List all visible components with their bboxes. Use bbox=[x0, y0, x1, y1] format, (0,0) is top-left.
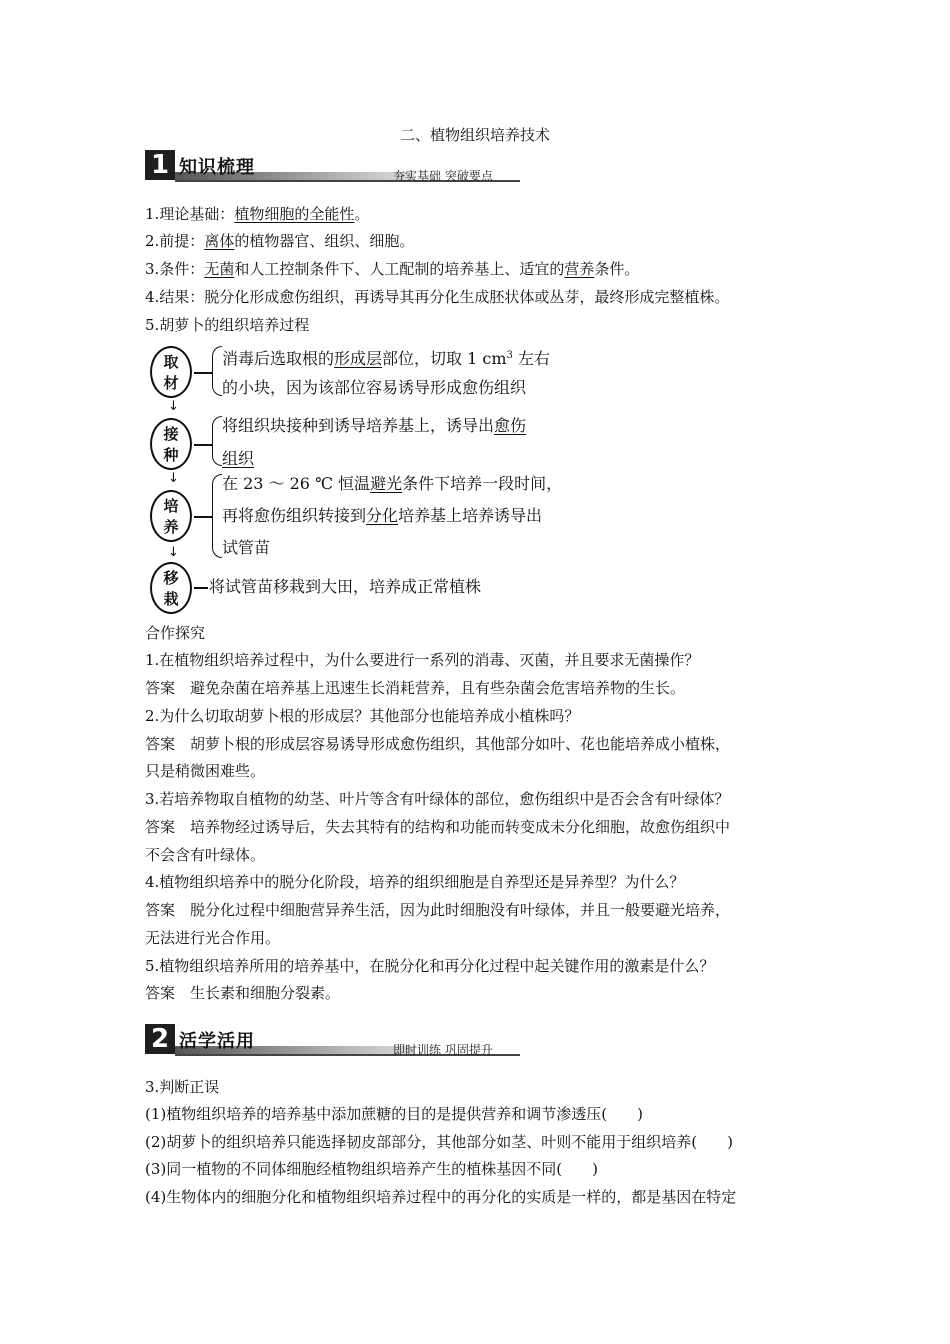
step4-line1: 将试管苗移栽到大田，培养成正常植株 bbox=[209, 577, 482, 596]
down-arrow-icon: ↓ bbox=[168, 545, 179, 560]
underlined-term: 无菌 bbox=[204, 260, 235, 278]
practice-heading: 3.判断正误 bbox=[145, 1078, 220, 1096]
answer-4-line1: 答案 脱分化过程中细胞营异养生活，因为此时细胞没有叶绿体，并且一般要避光培养， bbox=[145, 901, 731, 919]
connector bbox=[194, 372, 212, 374]
answer-4-line2: 无法进行光合作用。 bbox=[145, 929, 281, 947]
carrot-culture-flow-diagram bbox=[145, 340, 625, 620]
explore-heading: 合作探究 bbox=[145, 624, 206, 642]
underlined-term: 营养 bbox=[564, 260, 595, 278]
section-banner-knowledge bbox=[145, 150, 520, 186]
step2-line2: 组织 bbox=[222, 449, 255, 468]
point-1: 1.理论基础：植物细胞的全能性。 bbox=[145, 205, 370, 223]
practice-item-2: (2)胡萝卜的组织培养只能选择韧皮部部分，其他部分如茎、叶则不能用于组织培养( ) bbox=[145, 1133, 733, 1151]
section-subtitle: 即时训练 巩固提升 bbox=[393, 1043, 493, 1057]
connector bbox=[194, 444, 212, 446]
question-2: 2.为什么切取胡萝卜根的形成层？其他部分也能培养成小植株吗？ bbox=[145, 707, 580, 725]
down-arrow-icon: ↓ bbox=[168, 399, 179, 414]
section-banner-practice bbox=[145, 1024, 520, 1060]
step3-line3: 试管苗 bbox=[222, 538, 271, 557]
answer-3-line1: 答案 培养物经过诱导后，失去其特有的结构和功能而转变成未分化细胞，故愈伤组织中 bbox=[145, 818, 731, 836]
answer-2-line2: 只是稍微困难些。 bbox=[145, 762, 266, 780]
point-5: 5.胡萝卜的组织培养过程 bbox=[145, 316, 310, 334]
down-arrow-icon: ↓ bbox=[168, 471, 179, 486]
practice-item-3: (3)同一植物的不同体细胞经植物组织培养产生的植株基因不同( ) bbox=[145, 1160, 598, 1178]
answer-5: 答案 生长素和细胞分裂素。 bbox=[145, 984, 341, 1002]
question-3: 3.若培养物取自植物的幼茎、叶片等含有叶绿体的部位，愈伤组织中是否会含有叶绿体？ bbox=[145, 790, 730, 808]
question-4: 4.植物组织培养中的脱分化阶段，培养的组织细胞是自养型还是异养型？为什么？ bbox=[145, 873, 685, 891]
point-2: 2.前提：离体的植物器官、组织、细胞。 bbox=[145, 232, 415, 250]
section-number: 1 bbox=[145, 150, 175, 180]
section-title: 知识梳理 bbox=[179, 157, 255, 178]
step-circle-peiyang: 培 养 bbox=[150, 490, 192, 542]
section-subtitle: 夯实基础 突破要点 bbox=[393, 169, 493, 183]
brace bbox=[212, 416, 222, 466]
practice-item-1: (1)植物组织培养的培养基中添加蔗糖的目的是提供营养和调节渗透压( ) bbox=[145, 1105, 643, 1123]
point-3: 3.条件：无菌和人工控制条件下、人工配制的培养基上、适宜的营养条件。 bbox=[145, 260, 640, 278]
section-title: 活学活用 bbox=[179, 1031, 255, 1052]
question-1: 1.在植物组织培养过程中，为什么要进行一系列的消毒、灭菌，并且要求无菌操作？ bbox=[145, 651, 700, 669]
brace bbox=[212, 474, 222, 558]
step3-line1: 在 23 ～ 26 ℃ 恒温避光条件下培养一段时间， bbox=[222, 474, 563, 493]
connector bbox=[194, 587, 208, 589]
step1-line2: 的小块，因为该部位容易诱导形成愈伤组织 bbox=[222, 378, 527, 397]
step2-line1: 将组织块接种到诱导培养基上，诱导出愈伤 bbox=[222, 416, 527, 435]
answer-3-line2: 不会含有叶绿体。 bbox=[145, 846, 266, 864]
brace bbox=[212, 346, 222, 396]
page-title: 二、植物组织培养技术 bbox=[399, 126, 550, 144]
question-5: 5.植物组织培养所用的培养基中，在脱分化和再分化过程中起关键作用的激素是什么？ bbox=[145, 957, 715, 975]
connector bbox=[194, 516, 212, 518]
step3-line2: 再将愈伤组织转接到分化培养基上培养诱导出 bbox=[222, 506, 543, 525]
step1-line1: 消毒后选取根的形成层部位，切取 1 $cm^3$ 左右 bbox=[222, 349, 550, 368]
answer-1: 答案 避免杂菌在培养基上迅速生长消耗营养，且有些杂菌会危害培养物的生长。 bbox=[145, 679, 686, 697]
section-number: 2 bbox=[145, 1024, 175, 1054]
step-circle-qucai: 取 材 bbox=[150, 346, 192, 398]
step-circle-yizai: 移 栽 bbox=[150, 562, 192, 614]
underlined-term: 植物细胞的全能性 bbox=[234, 205, 355, 223]
answer-2-line1: 答案 胡萝卜根的形成层容易诱导形成愈伤组织，其他部分如叶、花也能培养成小植株， bbox=[145, 735, 731, 753]
underlined-term: 离体 bbox=[204, 232, 235, 250]
step-circle-jiezhong: 接 种 bbox=[150, 418, 192, 470]
point-4: 4.结果：脱分化形成愈伤组织，再诱导其再分化生成胚状体或丛芽，最终形成完整植株。 bbox=[145, 288, 730, 306]
practice-item-4: (4)生物体内的细胞分化和植物组织培养过程中的再分化的实质是一样的，都是基因在特定 bbox=[145, 1188, 737, 1206]
